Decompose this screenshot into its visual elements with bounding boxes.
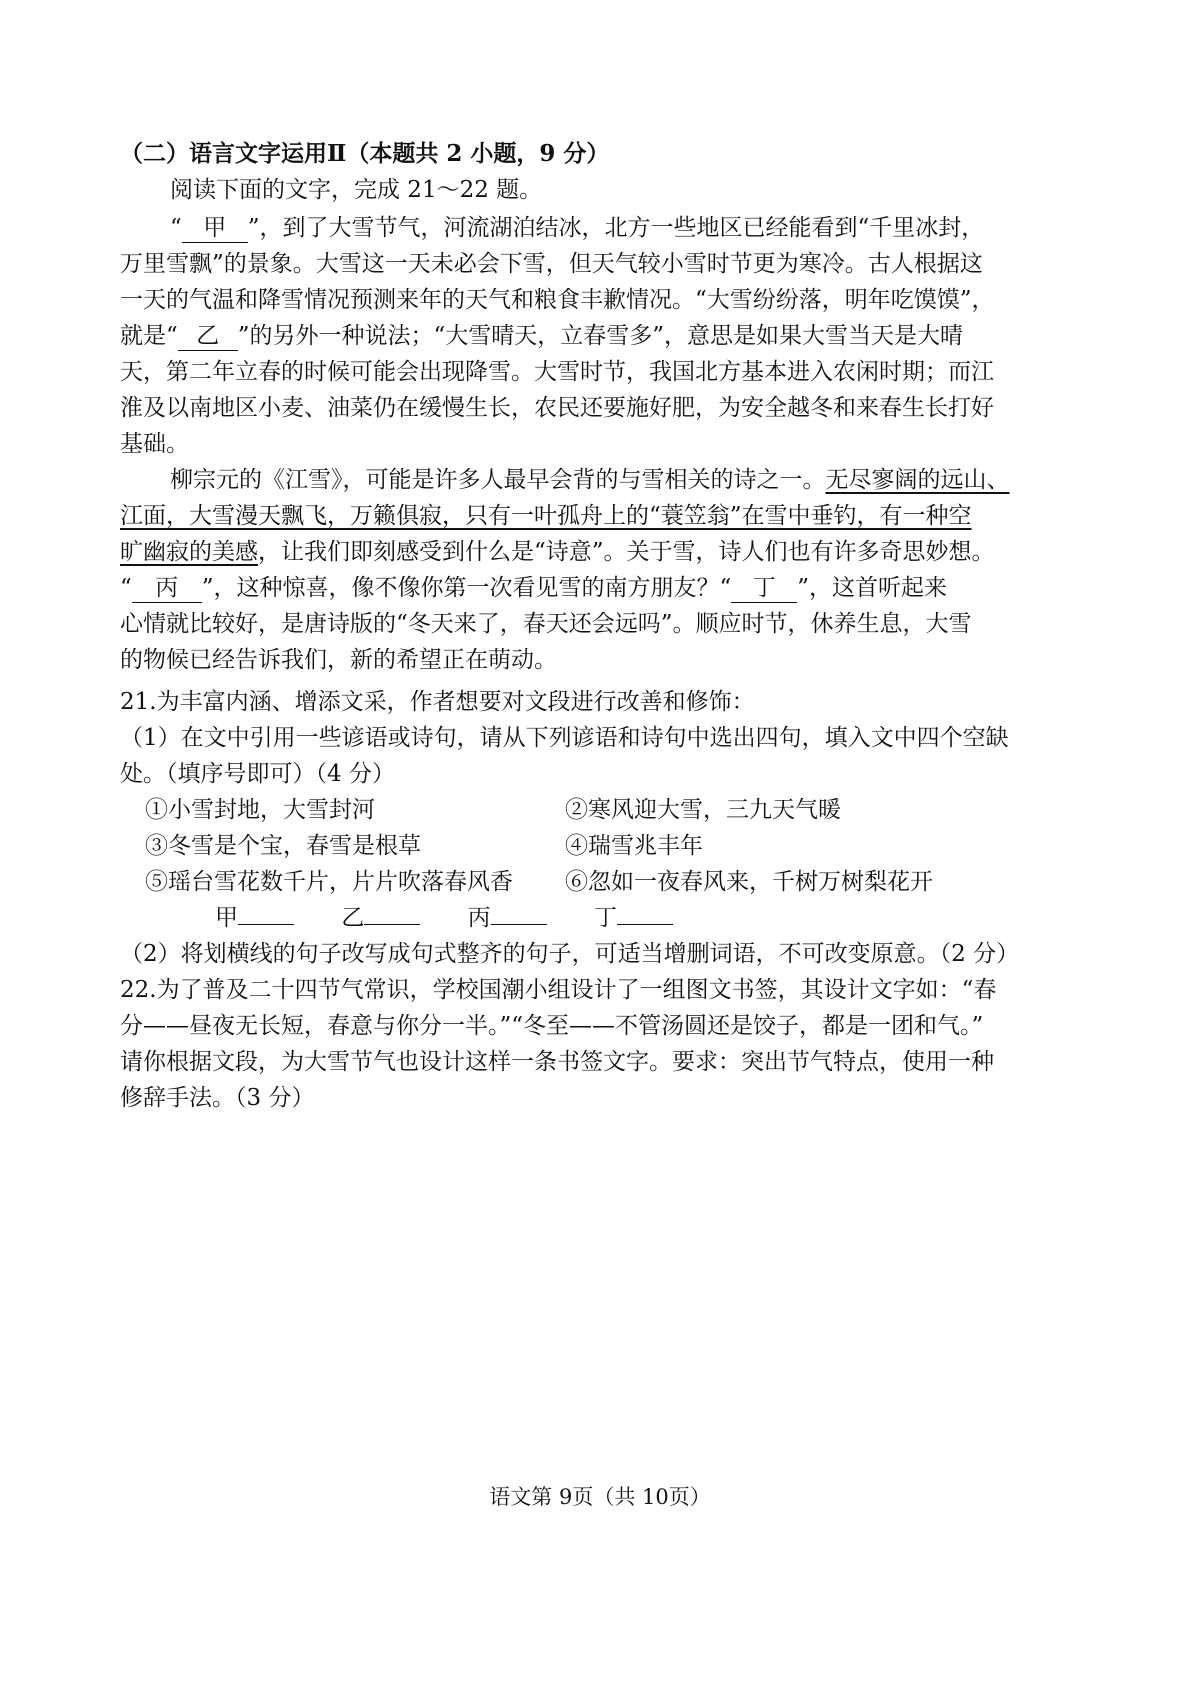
q22-line3: 请你根据文段，为大雪节气也设计这样一条书签文字。要求：突出节气特点，使用一种 [120,1049,994,1075]
answer-slot-ding[interactable]: 丁 [594,900,673,936]
q21-option-3: ③冬雪是个宝，春雪是根草 [145,833,421,859]
q22-line4: 修辞手法。（3 分） [120,1085,315,1111]
q21-part1-line1: （1）在文中引用一些谚语或诗句，请从下列谚语和诗句中选出四句，填入文中四个空缺 [120,725,1009,751]
underlined-sentence-part2: 江面，大雪漫天飘飞，万籁俱寂，只有一叶孤舟上的“蓑笠翁”在雪中垂钓，有一种空 [120,503,972,529]
blank-bing: 丙 [132,574,202,603]
answer-slot-yi[interactable]: 乙 [341,900,420,936]
q21-part1-line2: 处。（填序号即可）（4 分） [120,761,395,787]
blank-jia: 甲 [182,214,248,243]
q21-option-4: ④瑞雪兆丰年 [565,833,703,859]
section-title: （二）语言文字运用Ⅱ（本题共 2 小题，9 分） [120,140,610,167]
passage-p2-line2 [120,498,1060,534]
passage-p1-line4: 就是“ 乙 ”的另外一种说法；“大雪晴天，立春雪多”，意思是如果大雪当天是大晴 [120,323,964,349]
q21-option-5: ⑤瑶台雪花数千片，片片吹落春风香 [145,869,513,895]
passage-p2-line4: “ 丙 ”，这种惊喜，像不像你第一次看见雪的南方朋友？“ 丁 ”，这首听起来 [120,575,948,601]
passage-p1-line3: 一天的气温和降雪情况预测来年的天气和粮食丰歉情况。“大雪纷纷落，明年吃馍馍”， [120,287,995,313]
underlined-sentence-part1: 无尽寥阔的远山、 [825,467,1010,493]
answer-slot-jia[interactable]: 甲 [215,900,294,936]
instruction: 阅读下面的文字，完成 21～22 题。 [170,177,543,203]
underlined-sentence-part3: 旷幽寂的美感 [120,539,258,565]
passage-p1-line6: 淮及以南地区小麦、油菜仍在缓慢生长，农民还要施好肥，为安全越冬和来春生长打好 [120,395,994,421]
passage-p2-line6: 的物候已经告诉我们，新的希望正在萌动。 [120,647,557,673]
blank-ding: 丁 [731,574,797,603]
passage-p1-line7: 基础。 [120,431,189,457]
q21-stem: 21.为丰富内涵、增添文采，作者想要对文段进行改善和修饰： [120,689,755,715]
passage-p1-line2: 万里雪飘”的景象。大雪这一天未必会下雪，但天气较小雪时节更为寒冷。古人根据这 [120,251,983,277]
passage-p2-line5: 心情就比较好，是唐诗版的“冬天来了，春天还会远吗”。顺应时节，休养生息，大雪 [120,611,972,637]
q21-option-6: ⑥忽如一夜春风来，千树万树梨花开 [565,869,933,895]
passage-p1-line1: “ 甲 ”，到了大雪节气，河流湖泊结冰，北方一些地区已经能看到“千里冰封， [170,215,985,241]
blank-yi: 乙 [178,322,238,351]
passage-p2-line3: 旷幽寂的美感，让我们即刻感受到什么是“诗意”。关于雪，诗人们也有许多奇思妙想。 [120,539,995,565]
passage-p1-line5: 天，第二年立春的时候可能会出现降雪。大雪时节，我国北方基本进入农闲时期；而江 [120,359,994,385]
page-footer: 语文第 9页（共 10页） [489,1485,711,1509]
q21-option-1: ①小雪封地，大雪封河 [145,797,375,823]
q21-answer-line [215,900,713,936]
passage-p2-line1: 柳宗元的《江雪》，可能是许多人最早会背的与雪相关的诗之一。无尽寥阔的远山、 [170,467,1010,493]
q22-line2: 分——昼夜无长短，春意与你分一半。”“冬至——不管汤圆还是饺子，都是一团和气。” [120,1013,984,1039]
q21-option-2: ②寒风迎大雪，三九天气暖 [565,797,841,823]
answer-slot-bing[interactable]: 丙 [468,900,547,936]
q22-line1: 22.为了普及二十四节气常识，学校国潮小组设计了一组图文书签，其设计文字如：“春 [120,977,997,1003]
q21-part2: （2）将划横线的句子改写成句式整齐的句子，可适当增删词语，不可改变原意。（2 分） [120,941,1020,967]
